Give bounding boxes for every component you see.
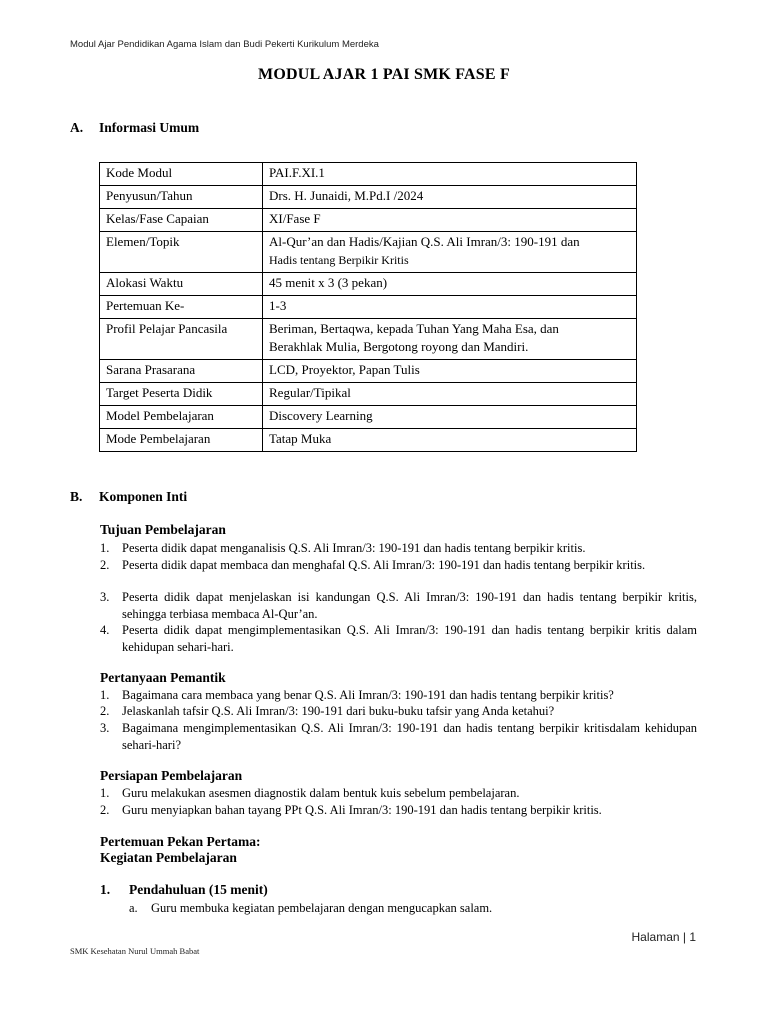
list-item [100,802,697,819]
section-letter: B. [70,489,83,504]
table-key: Elemen/Topik [100,232,263,273]
list-text: Peserta didik dapat mengimplementasikan Q.S. Ali Imran/3: 190-191 dan hadis tentang berpikir kritis dalam kehidupan sehari-hari. [122,623,697,654]
table-key: Profil Pelajar Pancasila [100,319,263,360]
list-letter: a. [129,901,138,915]
list-number: 4. [100,623,110,637]
table-value: Regular/Tipikal [263,383,637,406]
pertemuan-heading: Pertemuan Pekan Pertama: [100,834,261,849]
section-label: Komponen Inti [99,489,188,504]
info-table [99,162,637,452]
table-key: Sarana Prasarana [100,360,263,383]
list-number: 2. [100,558,110,572]
table-value-line: Beriman, Bertaqwa, kepada Tuhan Yang Maha Esa, dan [269,321,559,336]
list-text: Peserta didik dapat membaca dan menghafal Q.S. Ali Imran/3: 190-191 dan hadis tentang berpikir kritis. [122,558,646,572]
table-value: XI/Fase F [263,209,637,232]
page-number: Halaman | 1 [631,930,696,944]
list-item [100,540,697,557]
list-number: 2. [100,704,110,718]
step-number: 1. [100,882,111,897]
table-value-line: Berakhlak Mulia, Bergotong royong dan Mandiri. [269,339,529,354]
list-text: Jelaskanlah tafsir Q.S. Ali Imran/3: 190-191 dari buku-buku tafsir yang Anda ketahui? [122,704,555,718]
table-row [100,186,637,209]
list-item [100,589,697,622]
list-text: Bagaimana mengimplementasikan Q.S. Ali Imran/3: 190-191 dan hadis tentang berpikir kritisdalam kehidupan sehari-hari? [122,721,697,752]
table-value-line: Al-Qur’an dan Hadis/Kajian Q.S. Ali Imran/3: 190-191 dan [269,234,580,249]
persiapan-heading: Persiapan Pembelajaran [100,768,243,783]
table-value-line: Hadis tentang Berpikir Kritis [269,253,409,267]
kegiatan-heading: Kegiatan Pembelajaran [100,850,237,865]
table-row [100,273,637,296]
table-key: Kelas/Fase Capaian [100,209,263,232]
table-key: Target Peserta Didik [100,383,263,406]
list-text: Peserta didik dapat menganalisis Q.S. Ali Imran/3: 190-191 dan hadis tentang berpikir kritis. [122,541,586,555]
list-item [129,900,689,917]
list-item [100,687,697,704]
list-number: 2. [100,803,110,817]
table-value: Discovery Learning [263,406,637,429]
tujuan-heading: Tujuan Pembelajaran [100,522,226,537]
table-value: LCD, Proyektor, Papan Tulis [263,360,637,383]
document-title: MODUL AJAR 1 PAI SMK FASE F [258,66,510,83]
table-value: Drs. H. Junaidi, M.Pd.I /2024 [263,186,637,209]
list-item [100,622,697,655]
table-row [100,232,637,273]
section-letter: A. [70,120,84,135]
table-value: 1-3 [263,296,637,319]
table-row [100,319,637,360]
table-row [100,296,637,319]
table-key: Alokasi Waktu [100,273,263,296]
section-label: Informasi Umum [99,120,200,135]
table-row [100,406,637,429]
table-row [100,383,637,406]
step-label: Pendahuluan (15 menit) [129,882,268,897]
table-row [100,163,637,186]
table-key: Kode Modul [100,163,263,186]
table-value: Tatap Muka [263,429,637,452]
pemantik-heading: Pertanyaan Pemantik [100,670,226,685]
table-value [263,319,637,360]
list-text: Guru menyiapkan bahan tayang PPt Q.S. Ali Imran/3: 190-191 dan hadis tentang berpikir kritis. [122,803,602,817]
table-key: Model Pembelajaran [100,406,263,429]
list-text: Peserta didik dapat menjelaskan isi kandungan Q.S. Ali Imran/3: 190-191 dan hadis tentang berpikir kritis, sehingga terbiasa membaca Al-Qur’an. [122,590,697,621]
section-a-heading [70,120,199,136]
section-b-heading [70,489,187,505]
pendahuluan-heading [100,882,268,898]
table-value: PAI.F.XI.1 [263,163,637,186]
list-item [100,785,697,802]
list-text: Guru membuka kegiatan pembelajaran dengan mengucapkan salam. [151,901,493,915]
table-key: Pertemuan Ke- [100,296,263,319]
list-number: 1. [100,786,110,800]
table-row [100,209,637,232]
list-text: Bagaimana cara membaca yang benar Q.S. Ali Imran/3: 190-191 dan hadis tentang berpikir kritis? [122,688,614,702]
list-item [100,720,697,753]
table-key: Penyusun/Tahun [100,186,263,209]
running-header: Modul Ajar Pendidikan Agama Islam dan Budi Pekerti Kurikulum Merdeka [70,39,379,50]
list-number: 3. [100,721,110,735]
table-row [100,429,637,452]
list-item [100,557,697,574]
list-number: 1. [100,541,110,555]
list-number: 1. [100,688,110,702]
table-row [100,360,637,383]
list-item [100,703,697,720]
footer-school: SMK Kesehatan Nurul Ummah Babat [70,946,200,956]
table-value [263,232,637,273]
list-number: 3. [100,590,110,604]
table-key: Mode Pembelajaran [100,429,263,452]
table-value: 45 menit x 3 (3 pekan) [263,273,637,296]
list-text: Guru melakukan asesmen diagnostik dalam bentuk kuis sebelum pembelajaran. [122,786,520,800]
